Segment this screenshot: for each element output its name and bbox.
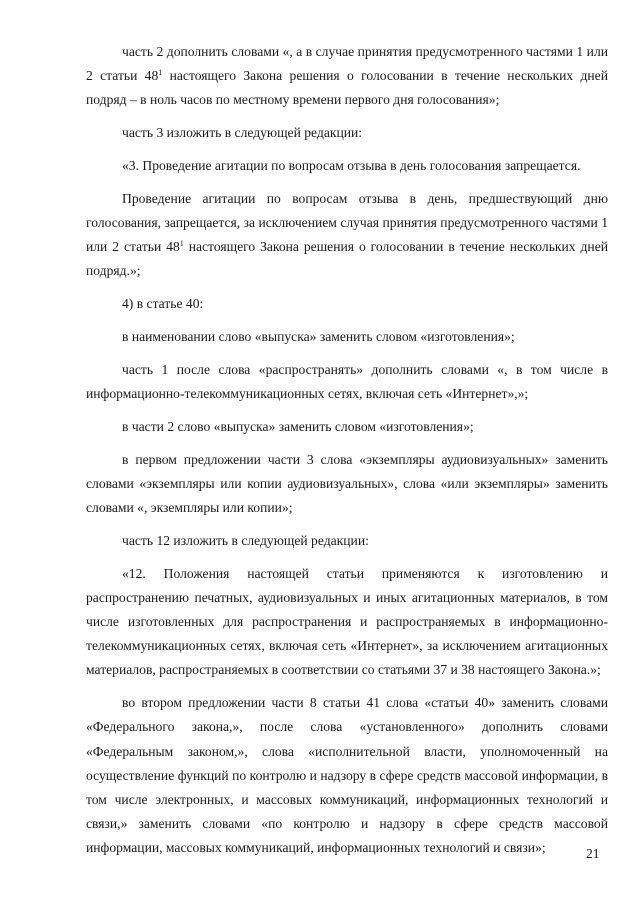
superscript-index: 1 [158,68,163,78]
paragraph-quote-3-cont: Проведение агитации по вопросам отзыва в день, предшествующий дню голосования, запрещается, за исключением случая принятия предусмотренного частями 1 или 2 статьи $48^1$ настоящего Закона решения о голосовании в течение нескольких дней подряд.»; [86,190,609,279]
paragraph-title-change: в наименовании слово «выпуска» заменить словом «изготовления»; [122,329,515,344]
page-number: 21 [586,846,600,861]
paragraph-part1-change: часть 1 после слова «распространять» дополнить словами «, в том числе в информационно-телекоммуникационных сетях, включая сеть «Интернет»,»; [86,361,608,401]
paragraph-part12-intro: часть 12 изложить в следующей редакции: [122,532,369,548]
document-body [86,40,608,869]
paragraph-part3-change: в первом предложении части 3 слова «экземпляры аудиовизуальных» заменить словами «экземпляры или копии аудиовизуальных», слова «или экземпляры» заменить словами «, экземпляры или копии»; [86,451,608,515]
paragraph-quote-12: «12. Положения настоящей статьи применяются к изготовлению и распространению печатных, аудиовизуальных и иных агитационных материалов, в том числе изготовленных для распространения и распространяемых в информационно-телекоммуникационных сетях, включая сеть «Интернет», за исключением агитационных материалов, распространяемых в соответствии со статьями 37 и 38 настоящего Закона.»; [86,565,608,678]
paragraph-part3-intro: часть 3 изложить в следующей редакции: [122,125,363,141]
paragraph-article-41: во втором предложении части 8 статьи 41 слова «статьи 40» заменить словами «Федерального закона,», после слова «установленного» дополнить словами «Федеральным законом,», слова «исполнительной власти, уполномоченный на осуществление функций по контролю и надзору в сфере средств массовой информации, в том числе электронных, и массовых коммуникаций, информационных технологий и связи,» заменить словами «по контролю и надзору в сфере средств массовой информации, массовых коммуникаций, информационных технологий и связи»; [86,695,608,856]
superscript-index: 1 [179,239,184,249]
paragraph-part2-change: в части 2 слово «выпуска» заменить словом «изготовления»; [122,418,474,434]
paragraph-quote-3: «3. Проведение агитации по вопросам отзыва в день голосования запрещается. [122,158,581,173]
paragraph-part2-amendment: часть 2 дополнить словами «, а в случае принятия предусмотренного частями 1 или 2 статьи $48^1$ настоящего Закона решения о голосовании в течение нескольких дней подряд – в ноль часов по местному времени первого дня голосования»; [86,44,608,108]
paragraph-article-40: 4) в статье 40: [122,296,204,312]
